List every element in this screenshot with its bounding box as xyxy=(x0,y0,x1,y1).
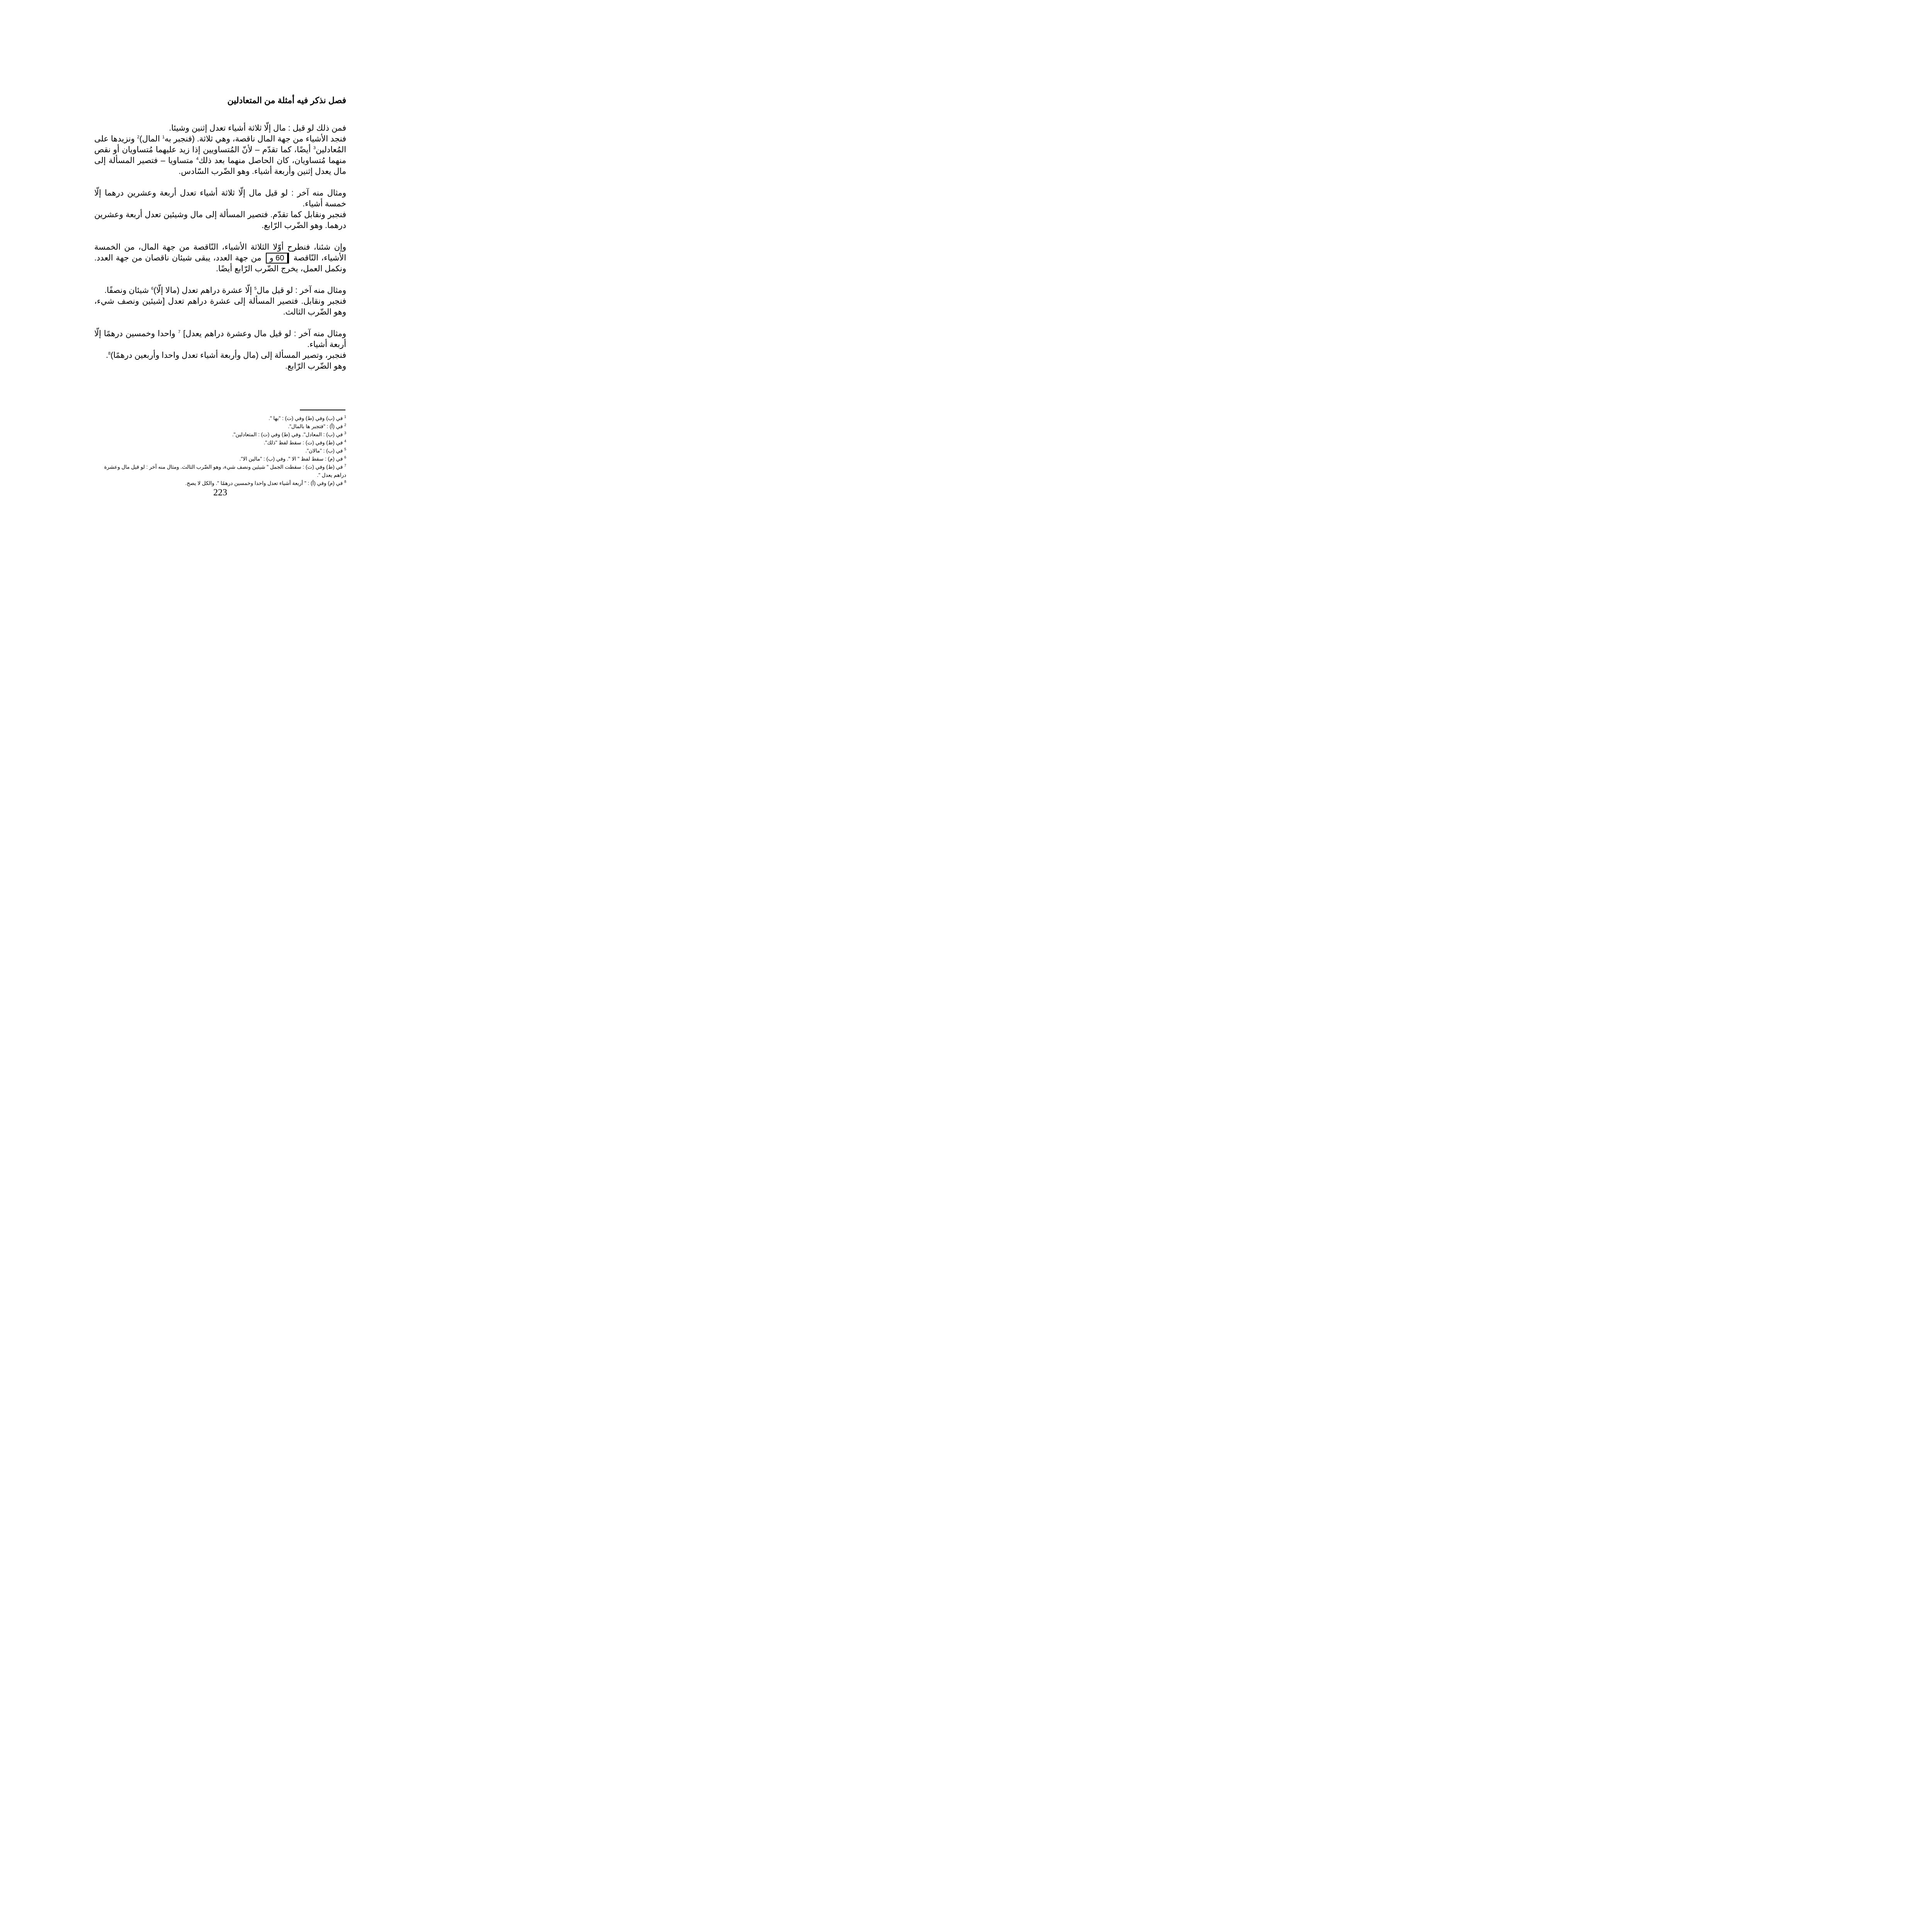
text-segment: فنجد الأشياء من جهة المال ناقصة، وهي ثلاثة. (فنجبر به xyxy=(164,134,346,143)
footnote-text: في (ب) وفي (ط) وفي (ت) : "بها ". xyxy=(269,415,344,421)
text-segment: من جهة العدد، يبقى شيئان ناقصان من جهة العدد. ونكمل العمل، يخرج الضّرب الرّابع أيضًا. xyxy=(94,253,346,273)
footnote xyxy=(94,422,346,430)
footnote xyxy=(94,414,346,422)
footnote xyxy=(94,479,346,487)
text-segment: ومثال منه آخر : لو قيل مال xyxy=(257,286,346,295)
footnote-number: 2 xyxy=(344,423,346,427)
footnote-text: في (م) : سقط لفظ " الا ". وفي (ب) : "مالين الا". xyxy=(239,456,344,462)
text-segment: فمن ذلك لو قيل : مال إلّا ثلاثة أشياء تعدل إثنين وشيئا. xyxy=(169,124,346,133)
paragraph xyxy=(94,242,346,274)
footnote-text: في (أ) : "فتجبر ها بالمال". xyxy=(288,423,344,429)
footnote-text: في (ب) : المعادل". وفي (ط) وفي (ت) : المتعادلين". xyxy=(232,432,344,437)
footnote-number: 7 xyxy=(344,463,346,468)
text-segment: ومثال منه آخر : لو قيل مال إلّا ثلاثة أشياء تعدل أربعة وعشرين درهما إلّا خمسة أشياء. xyxy=(94,189,346,208)
body-text xyxy=(94,123,346,383)
footnote-reference[interactable]: 8 xyxy=(108,351,111,356)
footnote-reference[interactable]: 5 xyxy=(254,286,257,291)
footnote-text: في (ط) وفي (ت) : سقطت الجمل " شيئين ونصف شيء، وهو الضّرب الثالث. ومثال منه آخر : لو قيل مال وعشرة دراهم يعدل ". xyxy=(104,464,346,478)
text-segment: واحدا وخمسين درهمًا إلّا أربعة أشياء. xyxy=(94,329,346,349)
text-segment: وهو الضّرب الرّابع. xyxy=(285,362,346,371)
text-segment: إلّا عشرة دراهم تعدل (مالا إلّا) xyxy=(153,286,254,295)
folio-marker: 60 و xyxy=(266,253,289,264)
text-segment: فنجبر ونقابل كما تقدّم. فتصير المسألة إلى مال وشيئين تعدل أربعة وعشرين درهما. وهو الضّرب الرّابع. xyxy=(94,210,346,230)
text-segment: شيئان ونصفًا. xyxy=(104,286,151,295)
text-segment: المال) xyxy=(139,134,162,143)
text-segment: فنجبر ونقابل. فتصير المسألة إلى عشرة دراهم تعدل [شيئين ونصف شيء، وهو الضّرب الثالث. xyxy=(94,297,346,316)
text-segment: ومثال منه آخر : لو قيل مال وعشرة دراهم يعدل] xyxy=(180,329,347,338)
footnotes xyxy=(94,414,346,487)
footnote xyxy=(94,447,346,455)
footnote-number: 5 xyxy=(344,447,346,451)
footnote-number: 4 xyxy=(344,439,346,443)
footnote xyxy=(94,439,346,447)
footnote xyxy=(94,463,346,479)
text-segment: متساويا – فتصير المسألة إلى مال يعدل إثنين وأربعة أشياء. وهو الضّرب السّادس. xyxy=(94,156,346,176)
footnote xyxy=(94,430,346,439)
footnote xyxy=(94,455,346,463)
text-segment: فنجبر، وتصير المسألة إلى (مال وأربعة أشياء تعدل واحدا وأربعين درهمًا) xyxy=(111,351,346,360)
footnote-reference[interactable]: 1 xyxy=(162,135,165,139)
footnote-text: في (م) وفي (أ) : " أربعة أشياء تعدل واحدا وخمسين درهمًا ". والكل لا يصح. xyxy=(185,480,344,486)
paragraph xyxy=(94,188,346,231)
footnote-number: 3 xyxy=(344,431,346,435)
footnote-text: في (ب) : "مالان". xyxy=(305,448,344,454)
footnote-number: 6 xyxy=(344,455,346,459)
paragraph xyxy=(94,328,346,372)
footnote-reference[interactable]: 7 xyxy=(178,330,181,334)
footnote-reference[interactable]: 4 xyxy=(196,156,199,161)
paragraph xyxy=(94,285,346,318)
text-segment: . xyxy=(106,351,108,360)
text-segment: أيضًا، كما تقدّم – لأنّ المُتساويين إذا زيد عليهما مُتساويان أو نقص منهما مُتساويان، كان الحاصل منهما بعد ذلك xyxy=(94,145,346,165)
paragraph xyxy=(94,123,346,177)
footnote-reference[interactable]: 3 xyxy=(313,146,316,150)
footnote-number: 8 xyxy=(344,480,346,484)
footnote-number: 1 xyxy=(344,415,346,419)
footnote-text: في (ط) وفي (ت) : سقط لفظ "ذلك". xyxy=(264,440,344,446)
text-segment: وإن شئنا، فنطرح أوّلا الثلاثة الأشياء، النّاقصة من جهة المال، من الخمسة الأشياء، النّاقصة xyxy=(94,243,346,262)
page-number: 223 xyxy=(213,488,227,498)
section-title: فصل نذكر فيه أمثلة من المتعادلين xyxy=(227,95,346,105)
footnote-reference[interactable]: 6 xyxy=(151,286,154,291)
text-segment: ونزيدها على المُعادلين xyxy=(94,134,346,154)
footnote-reference[interactable]: 2 xyxy=(137,135,139,139)
book-page xyxy=(0,0,437,618)
